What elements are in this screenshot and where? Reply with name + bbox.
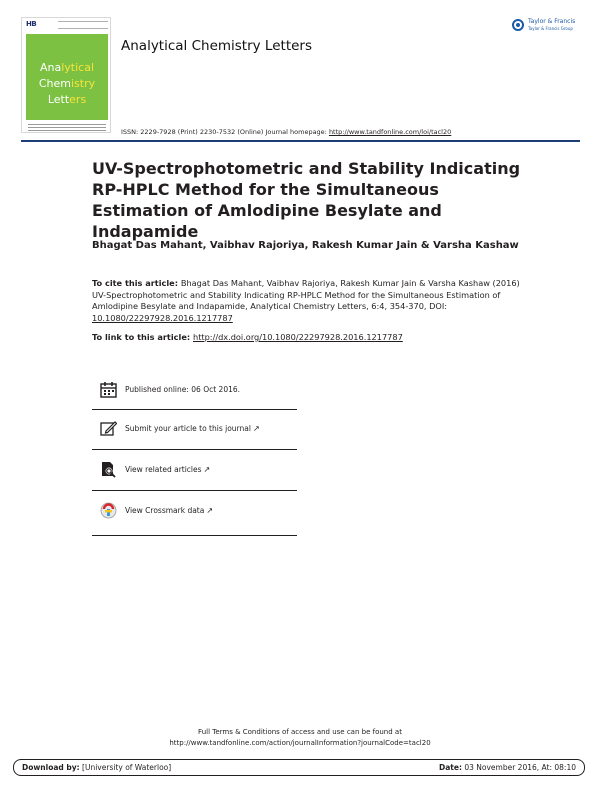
- related-articles-icon: [100, 461, 117, 478]
- divider: [92, 409, 297, 410]
- download-date: Date: 03 November 2016, At: 08:10: [439, 763, 576, 772]
- terms-line-2[interactable]: http://www.tandfonline.com/action/journalInformation?journalCode=tacl20: [169, 739, 431, 747]
- cover-header: [22, 18, 111, 32]
- cover-footer: [22, 122, 111, 133]
- issn-line: [121, 128, 451, 136]
- doi-label: DOI:: [429, 301, 448, 311]
- citation-block: [92, 278, 522, 324]
- article-link-line: [92, 332, 403, 342]
- header-divider: [21, 140, 580, 142]
- submit-article-link[interactable]: [100, 420, 295, 440]
- cite-label: To cite this article:: [92, 278, 181, 288]
- logo-line-1: Taylor & Francis: [528, 18, 576, 25]
- terms-line-1: Full Terms & Conditions of access and use can be found at: [198, 728, 402, 736]
- journal-title: Analytical Chemistry Letters: [121, 38, 312, 54]
- download-bar: [13, 759, 585, 776]
- cover-title-line: Chemistry: [38, 77, 96, 90]
- cover-title: [26, 60, 108, 108]
- issn-text: ISSN: 2229-7928 (Print) 2230-7532 (Online) Journal homepage:: [121, 128, 329, 136]
- terms-footer: [120, 727, 480, 749]
- cite-text: Bhagat Das Mahant, Vaibhav Rajoriya, Rakesh Kumar Jain & Varsha Kashaw (2016) UV-Spectrophotometric and Stability Indicating RP-HPLC Method for the Simultaneous Estimation of Amlodipine Besylate and Indapamide, Analytical Chemistry Letters, 6:4, 354-370,: [92, 278, 520, 311]
- journal-homepage-link[interactable]: http://www.tandfonline.com/loi/tacl20: [328, 128, 452, 136]
- article-doi-url[interactable]: http://dx.doi.org/10.1080/22297928.2016.1217787: [193, 332, 403, 342]
- link-label: To link to this article:: [92, 332, 193, 342]
- taylor-francis-logo: [512, 16, 584, 38]
- taylor-francis-icon: [512, 19, 524, 31]
- related-articles-link[interactable]: [100, 461, 295, 481]
- crossmark-icon: [100, 502, 117, 519]
- external-link-icon: ↗: [252, 424, 260, 433]
- crossmark-label: View Crossmark data ↗: [125, 506, 214, 515]
- divider: [92, 535, 297, 536]
- edit-icon: [100, 420, 117, 437]
- crossmark-link[interactable]: [100, 502, 295, 522]
- external-link-icon: ↗: [203, 465, 211, 474]
- divider: [92, 490, 297, 491]
- related-articles-label: View related articles ↗: [125, 465, 211, 474]
- article-authors: Bhagat Das Mahant, Vaibhav Rajoriya, Rakesh Kumar Jain & Varsha Kashaw: [92, 240, 519, 251]
- doi-link[interactable]: 10.1080/22297928.2016.1217787: [92, 312, 233, 323]
- calendar-icon: [100, 381, 117, 398]
- published-date-row: [100, 381, 295, 401]
- cover-title-line: Analytical: [39, 61, 95, 74]
- downloaded-by: Download by: [University of Waterloo]: [22, 763, 172, 772]
- divider: [92, 449, 297, 450]
- cover-header-lines: [58, 21, 108, 29]
- published-date: Published online: 06 Oct 2016.: [125, 385, 241, 394]
- cover-title-line: Letters: [47, 93, 87, 106]
- external-link-icon: ↗: [206, 506, 214, 515]
- article-title: UV-Spectrophotometric and Stability Indicating RP-HPLC Method for the Simultaneous Estimation of Amlodipine Besylate and Indapamide: [92, 159, 521, 241]
- cover-panel: [26, 34, 108, 120]
- journal-cover: [21, 17, 111, 133]
- publisher-logo: HB: [26, 20, 37, 28]
- logo-line-2: Taylor & Francis Group: [528, 26, 573, 31]
- submit-article-label: Submit your article to this journal ↗: [125, 424, 260, 433]
